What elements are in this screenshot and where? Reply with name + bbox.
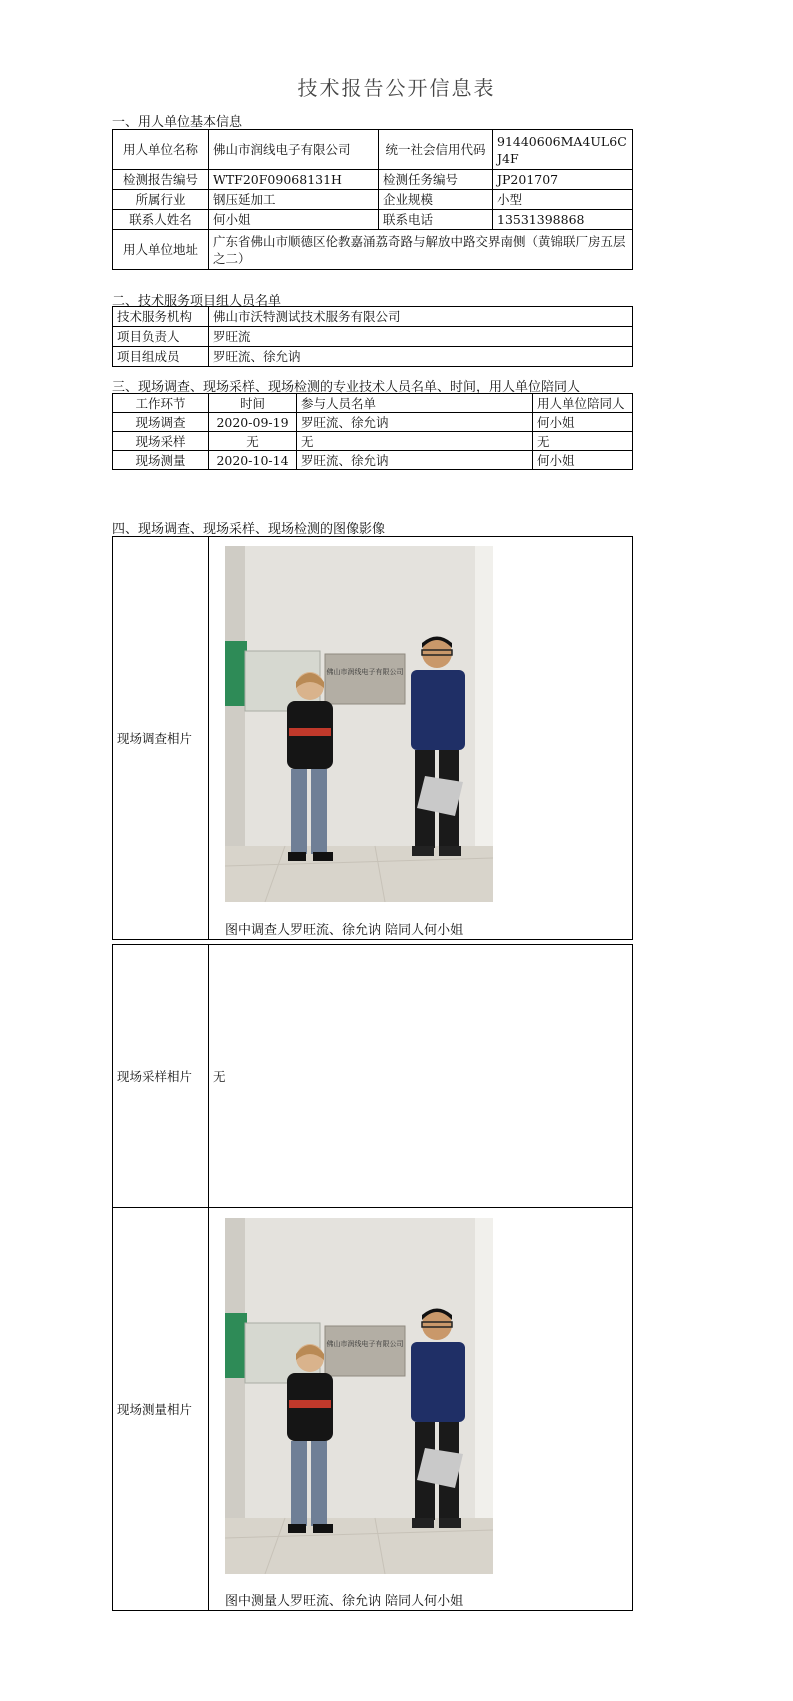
label-cell: 统一社会信用代码: [379, 130, 493, 170]
label-cell: 检测任务编号: [379, 170, 493, 190]
label-cell: 用人单位名称: [113, 130, 209, 170]
measure-photo-image: [225, 1218, 493, 1574]
section4-heading: 四、现场调查、现场采样、现场检测的图像影像: [112, 522, 386, 537]
escort-cell: 何小姐: [533, 451, 633, 470]
team-table: [112, 306, 633, 367]
measure-photo: [225, 1218, 493, 1574]
label-cell: 用人单位地址: [113, 230, 209, 270]
section2-heading: 二、技术服务项目组人员名单: [112, 294, 282, 309]
stage-cell: 现场调查: [113, 413, 209, 432]
value-cell: 罗旺流: [209, 327, 633, 347]
wall-sign-text: 佛山市润线电子有限公司: [326, 668, 404, 676]
sampling-photo-label: 现场采样相片: [113, 945, 209, 1208]
table-row: [113, 432, 633, 451]
page-title: 技术报告公开信息表: [297, 76, 496, 100]
label-cell: 项目负责人: [113, 327, 209, 347]
wall-sign-text: 佛山市润线电子有限公司: [326, 1340, 404, 1348]
staff-table: [112, 393, 633, 470]
table-row: [113, 210, 633, 230]
table-row: [113, 347, 633, 367]
table-row: [113, 451, 633, 470]
table-row: [113, 413, 633, 432]
label-cell: 项目组成员: [113, 347, 209, 367]
label-cell: 技术服务机构: [113, 307, 209, 327]
table-row: [113, 327, 633, 347]
column-header: 参与人员名单: [297, 394, 533, 413]
survey-photo-caption: 图中调查人罗旺流、徐允讷 陪同人何小姐: [225, 923, 464, 938]
value-cell: 13531398868: [493, 210, 633, 230]
table-row: [113, 230, 633, 270]
measure-photo-label: 现场测量相片: [113, 1208, 209, 1611]
section3-heading: 三、现场调查、现场采样、现场检测的专业技术人员名单、时间，用人单位陪同人: [112, 380, 581, 395]
label-cell: 检测报告编号: [113, 170, 209, 190]
survey-photo-label: 现场调查相片: [113, 537, 209, 940]
value-cell: JP201707: [493, 170, 633, 190]
table-row: [113, 170, 633, 190]
table-row: [113, 307, 633, 327]
table-header-row: [113, 394, 633, 413]
table-row: [113, 945, 633, 1208]
address-cell: 广东省佛山市顺德区伦教嘉涌荔奇路与解放中路交界南侧（黄锦联厂房五层之二）: [209, 230, 633, 270]
survey-photo: [225, 546, 493, 902]
escort-cell: 无: [533, 432, 633, 451]
staff-cell: 无: [297, 432, 533, 451]
value-cell: 佛山市润线电子有限公司: [209, 130, 379, 170]
escort-cell: 何小姐: [533, 413, 633, 432]
stage-cell: 现场采样: [113, 432, 209, 451]
date-cell: 2020-09-19: [209, 413, 297, 432]
staff-cell: 罗旺流、徐允讷: [297, 451, 533, 470]
date-cell: 2020-10-14: [209, 451, 297, 470]
column-header: 用人单位陪同人: [533, 394, 633, 413]
value-cell: 钢压延加工: [209, 190, 379, 210]
column-header: 工作环节: [113, 394, 209, 413]
label-cell: 所属行业: [113, 190, 209, 210]
label-cell: 企业规模: [379, 190, 493, 210]
value-cell: 91440606MA4UL6CJ4F: [493, 130, 633, 170]
label-cell: 联系电话: [379, 210, 493, 230]
basic-info-table: [112, 129, 633, 270]
survey-photo-image: [225, 546, 493, 902]
value-cell: 佛山市沃特测试技术服务有限公司: [209, 307, 633, 327]
staff-cell: 罗旺流、徐允讷: [297, 413, 533, 432]
label-cell: 联系人姓名: [113, 210, 209, 230]
date-cell: 无: [209, 432, 297, 451]
measure-photo-caption: 图中测量人罗旺流、徐允讷 陪同人何小姐: [225, 1594, 464, 1609]
stage-cell: 现场测量: [113, 451, 209, 470]
value-cell: 何小姐: [209, 210, 379, 230]
value-cell: 罗旺流、徐允讷: [209, 347, 633, 367]
sampling-value: 无: [209, 945, 633, 1208]
value-cell: 小型: [493, 190, 633, 210]
table-row: [113, 190, 633, 210]
section1-heading: 一、用人单位基本信息: [112, 115, 243, 130]
column-header: 时间: [209, 394, 297, 413]
table-row: [113, 130, 633, 170]
value-cell: WTF20F09068131H: [209, 170, 379, 190]
